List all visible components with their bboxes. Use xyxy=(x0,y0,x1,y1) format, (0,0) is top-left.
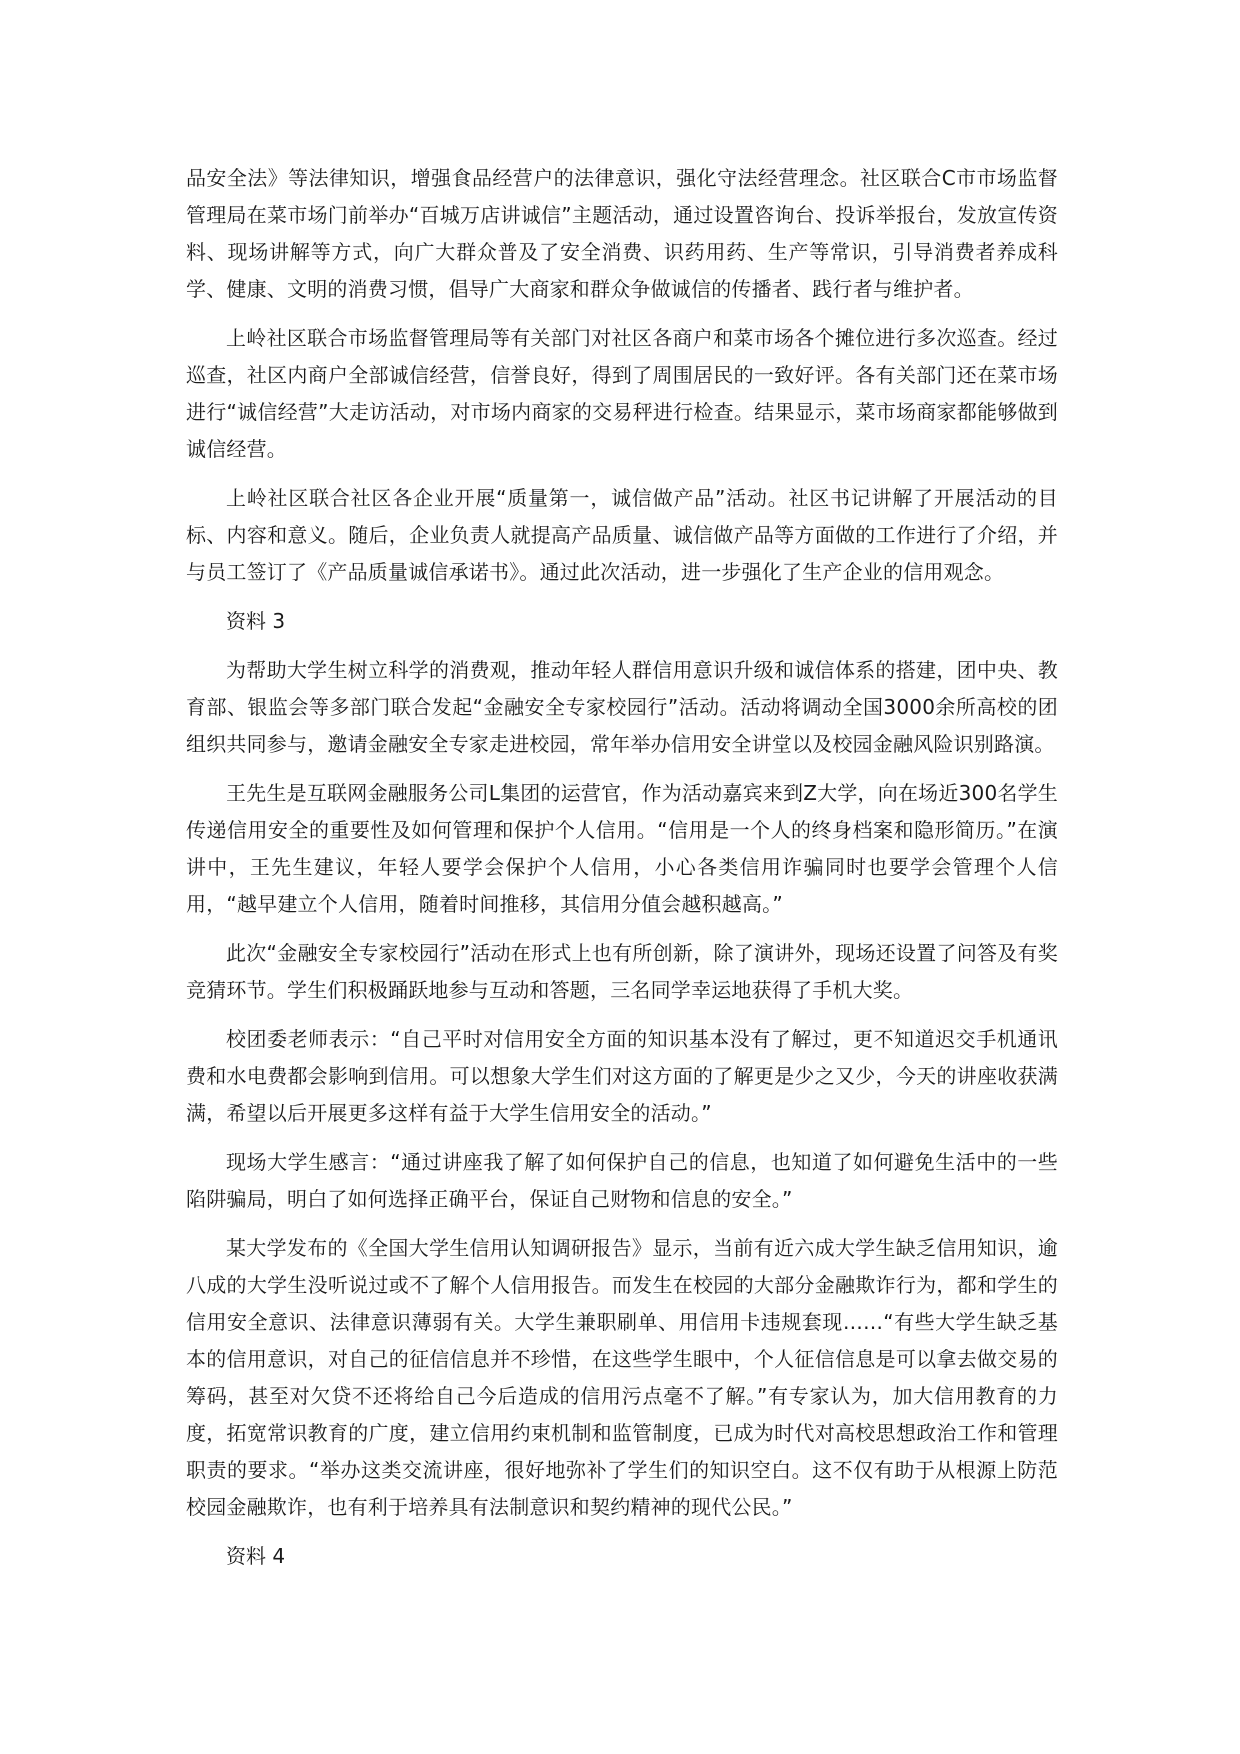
section-heading-material-4: 资料 4 xyxy=(226,1544,286,1568)
paragraph-speaker: 王先生是互联网金融服务公司L集团的运营官，作为活动嘉宾来到Z大学，向在场近300名学生传递信用安全的重要性及如何管理和保护个人信用。“信用是一个人的终身档案和隐形简历。”在演讲中，王先生建议，年轻人要学会保护个人信用，小心各类信用诈骗同时也要学会管理个人信用，“越早建立个人信用，随着时间推移，其信用分值会越积越高。” xyxy=(186,781,1058,916)
paragraph-inspection: 上岭社区联合市场监督管理局等有关部门对社区各商户和菜市场各个摊位进行多次巡查。经过巡查，社区内商户全部诚信经营，信誉良好，得到了周围居民的一致好评。各有关部门还在菜市场进行“诚信经营”大走访活动，对市场内商家的交易秤进行检查。结果显示，菜市场商家都能够做到诚信经营。 xyxy=(186,326,1058,461)
paragraph-survey-report: 某大学发布的《全国大学生信用认知调研报告》显示，当前有近六成大学生缺乏信用知识，逾八成的大学生没听说过或不了解个人信用报告。而发生在校园的大部分金融欺诈行为，都和学生的信用安全意识、法律意识薄弱有关。大学生兼职刷单、用信用卡违规套现……“有些大学生缺乏基本的信用意识，对自己的征信信息并不珍惜，在这些学生眼中，个人征信信息是可以拿去做交易的筹码，甚至对欠贷不还将给自己今后造成的信用污点毫不了解。”有专家认为，加大信用教育的力度，拓宽常识教育的广度，建立信用约束机制和监管制度，已成为时代对高校思想政治工作和管理职责的要求。“举办这类交流讲座，很好地弥补了学生们的知识空白。这不仅有助于从根源上防范校园金融欺诈，也有利于培养具有法制意识和契约精神的现代公民。” xyxy=(186,1236,1058,1519)
section-heading-material-3: 资料 3 xyxy=(226,609,286,633)
document-page xyxy=(186,160,1058,1587)
paragraph-continued: 品安全法》等法律知识，增强食品经营户的法律意识，强化守法经营理念。社区联合C市市场监督管理局在菜市场门前举办“百城万店讲诚信”主题活动，通过设置咨询台、投诉举报台，发放宣传资料、现场讲解等方式，向广大群众普及了安全消费、识药用药、生产等常识，引导消费者养成科学、健康、文明的消费习惯，倡导广大商家和群众争做诚信的传播者、践行者与维护者。 xyxy=(186,166,1058,301)
paragraph-teacher-quote: 校团委老师表示：“自己平时对信用安全方面的知识基本没有了解过，更不知道迟交手机通讯费和水电费都会影响到信用。可以想象大学生们对这方面的了解更是少之又少，今天的讲座收获满满，希望以后开展更多这样有益于大学生信用安全的活动。” xyxy=(186,1027,1058,1125)
paragraph-innovation: 此次“金融安全专家校园行”活动在形式上也有所创新，除了演讲外，现场还设置了问答及有奖竞猜环节。学生们积极踊跃地参与互动和答题，三名同学幸运地获得了手机大奖。 xyxy=(186,941,1058,1002)
paragraph-campus-finance: 为帮助大学生树立科学的消费观，推动年轻人群信用意识升级和诚信体系的搭建，团中央、教育部、银监会等多部门联合发起“金融安全专家校园行”活动。活动将调动全国3000余所高校的团组织共同参与，邀请金融安全专家走进校园，常年举办信用安全讲堂以及校园金融风险识别路演。 xyxy=(186,658,1058,756)
paragraph-quality-activity: 上岭社区联合社区各企业开展“质量第一，诚信做产品”活动。社区书记讲解了开展活动的目标、内容和意义。随后，企业负责人就提高产品质量、诚信做产品等方面做的工作进行了介绍，并与员工签订了《产品质量诚信承诺书》。通过此次活动，进一步强化了生产企业的信用观念。 xyxy=(186,486,1058,584)
paragraph-student-quote: 现场大学生感言：“通过讲座我了解了如何保护自己的信息，也知道了如何避免生活中的一些陷阱骗局，明白了如何选择正确平台，保证自己财物和信息的安全。” xyxy=(186,1150,1058,1211)
